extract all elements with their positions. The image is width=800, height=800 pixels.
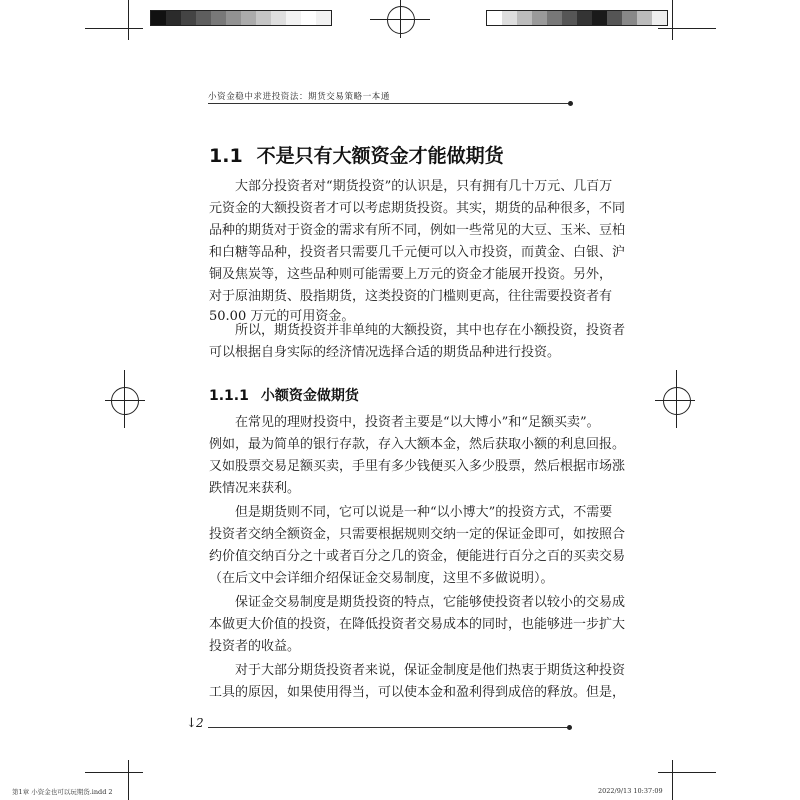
registration-color-bar-left bbox=[150, 10, 332, 26]
color-swatch bbox=[562, 11, 577, 25]
page-number: 2 bbox=[196, 716, 204, 730]
text-line: 可以根据自身实际的经济情况选择合适的期货品种进行投资。 bbox=[209, 345, 561, 360]
color-swatch bbox=[532, 11, 547, 25]
file-slug: 第1章 小资金也可以玩期货.indd 2 bbox=[12, 788, 113, 796]
color-swatch bbox=[577, 11, 592, 25]
text-line: 在常见的理财投资中，投资者主要是“以大博小”和“足额买卖”。 bbox=[235, 415, 600, 430]
header-rule bbox=[208, 103, 570, 104]
color-swatch bbox=[256, 11, 271, 25]
color-swatch bbox=[226, 11, 241, 25]
color-swatch bbox=[241, 11, 256, 25]
subsection-title: 小额资金做期货 bbox=[260, 388, 359, 404]
running-head: 小资金稳中求进投资法：期货交易策略一本通 bbox=[208, 92, 391, 102]
timestamp-slug: 2022/9/13 10:37:09 bbox=[598, 787, 663, 795]
color-swatch bbox=[487, 11, 502, 25]
page-arrow-icon: ↓ bbox=[186, 716, 197, 731]
text-line: 50.00 万元的可用资金。 bbox=[209, 309, 355, 324]
color-swatch bbox=[316, 11, 331, 25]
footer-rule-dot bbox=[567, 725, 572, 730]
text-line: （在后文中会详细介绍保证金交易制度，这里不多做说明）。 bbox=[209, 571, 554, 586]
text-line: 例如，最为简单的银行存款，存入大额本金，然后获取小额的利息回报。 bbox=[209, 437, 626, 452]
color-swatch bbox=[301, 11, 316, 25]
text-line: 约价值交纳百分之十或者百分之几的资金，便能进行百分之百的买卖交易 bbox=[209, 549, 626, 564]
color-swatch bbox=[607, 11, 622, 25]
text-line: 保证金交易制度是期货投资的特点，它能够使投资者以较小的交易成 bbox=[235, 595, 626, 610]
section-number: 1.1 bbox=[209, 145, 243, 167]
registration-color-bar-right bbox=[486, 10, 668, 26]
color-swatch bbox=[517, 11, 532, 25]
color-swatch bbox=[637, 11, 652, 25]
text-line: 但是期货则不同，它可以说是一种“以小博大”的投资方式，不需要 bbox=[235, 505, 613, 520]
color-swatch bbox=[286, 11, 301, 25]
color-swatch bbox=[181, 11, 196, 25]
text-line: 工具的原因，如果使用得当，可以使本金和盈利得到成倍的释放。但是， bbox=[209, 685, 626, 700]
header-rule-dot bbox=[568, 101, 573, 106]
color-swatch bbox=[652, 11, 667, 25]
text-line: 本做更大价值的投资，在降低投资者交易成本的同时，也能够进一步扩大 bbox=[209, 617, 626, 632]
color-swatch bbox=[211, 11, 226, 25]
section-heading bbox=[209, 141, 504, 168]
footer-rule bbox=[208, 727, 570, 728]
text-line: 所以，期货投资并非单纯的大额投资，其中也存在小额投资，投资者 bbox=[235, 323, 626, 338]
color-swatch bbox=[196, 11, 211, 25]
subsection-heading bbox=[209, 385, 359, 405]
text-line: 投资者交纳全额资金，只需要根据规则交纳一定的保证金即可，如按照合 bbox=[209, 527, 626, 542]
text-line: 元资金的大额投资者才可以考虑期货投资。其实，期货的品种很多，不同 bbox=[209, 201, 626, 216]
text-line: 对于原油期货、股指期货，这类投资的门槛则更高，往往需要投资者有 bbox=[209, 289, 613, 304]
text-line: 对于大部分期货投资者来说，保证金制度是他们热衷于期货这种投资 bbox=[235, 663, 626, 678]
color-swatch bbox=[166, 11, 181, 25]
subsection-number: 1.1.1 bbox=[209, 388, 249, 404]
color-swatch bbox=[622, 11, 637, 25]
text-line: 铜及焦炭等，这些品种则可能需要上万元的资金才能展开投资。另外， bbox=[209, 267, 613, 282]
section-title: 不是只有大额资金才能做期货 bbox=[256, 145, 504, 167]
text-line: 品种的期货对于资金的需求有所不同，例如一些常见的大豆、玉米、豆柏 bbox=[209, 223, 626, 238]
color-swatch bbox=[502, 11, 517, 25]
text-line: 大部分投资者对“期货投资”的认识是，只有拥有几十万元、几百万 bbox=[235, 179, 613, 194]
text-line: 和白糖等品种，投资者只需要几千元便可以入市投资，而黄金、白银、沪 bbox=[209, 245, 626, 260]
text-line: 跌情况来获利。 bbox=[209, 481, 301, 496]
text-line: 又如股票交易足额买卖，手里有多少钱便买入多少股票，然后根据市场涨 bbox=[209, 459, 626, 474]
color-swatch bbox=[547, 11, 562, 25]
color-swatch bbox=[151, 11, 166, 25]
color-swatch bbox=[592, 11, 607, 25]
text-line: 投资者的收益。 bbox=[209, 639, 301, 654]
color-swatch bbox=[271, 11, 286, 25]
